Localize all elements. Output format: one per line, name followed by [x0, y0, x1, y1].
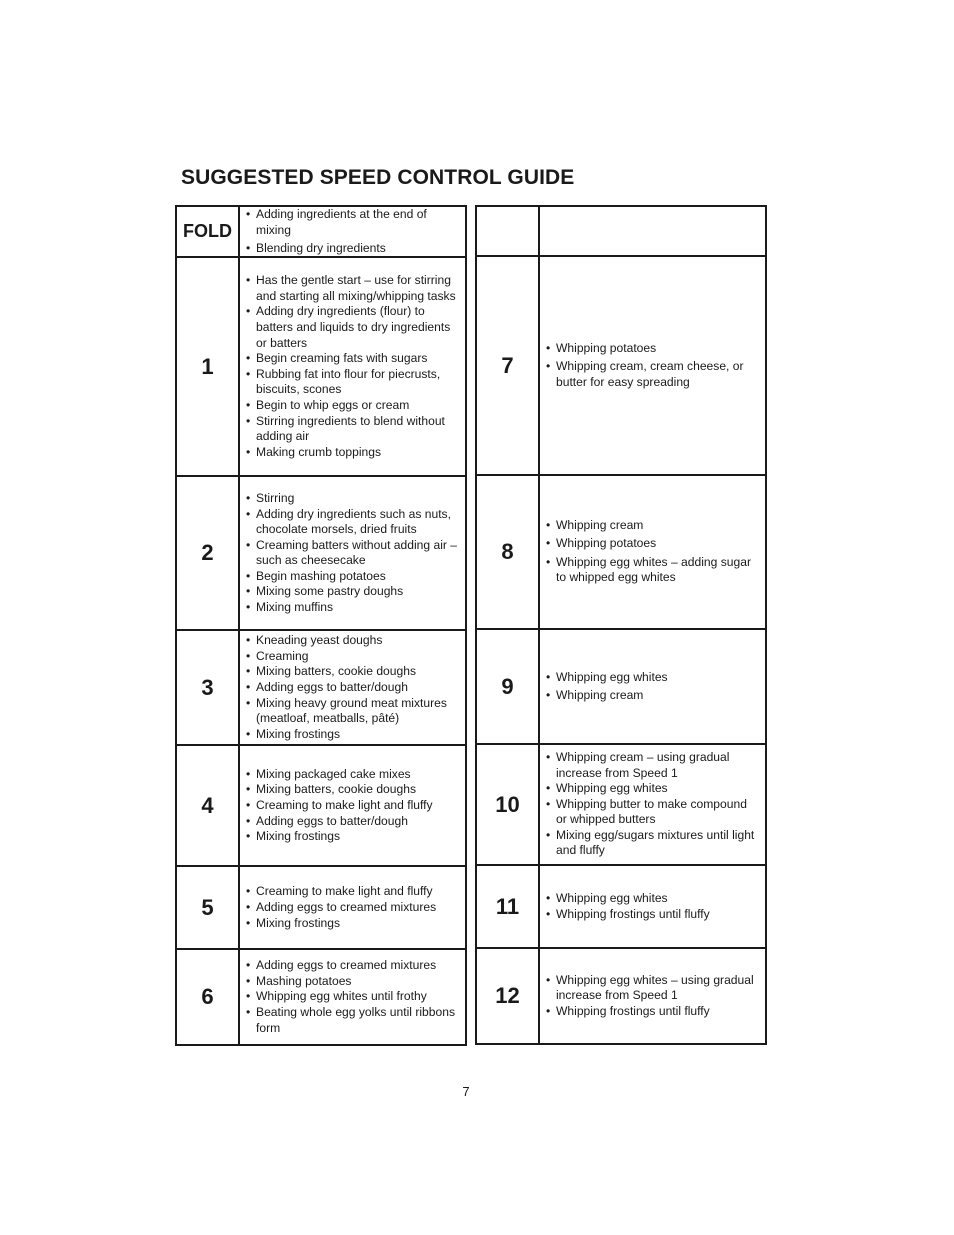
speed-setting: 4: [176, 745, 239, 866]
speed-setting: [476, 206, 539, 256]
speed-uses: [539, 865, 766, 948]
speed-uses: [239, 866, 466, 949]
speed-row: [476, 865, 766, 948]
speed-setting: 8: [476, 475, 539, 629]
use-list: [246, 491, 460, 616]
speed-setting: 12: [476, 948, 539, 1044]
list-item: • Whipping egg whites: [546, 891, 760, 907]
speed-setting: 3: [176, 630, 239, 745]
speed-guide-table-left: [175, 205, 467, 1046]
speed-row: [176, 866, 466, 949]
use-list: [246, 767, 460, 845]
speed-row: [476, 948, 766, 1044]
list-item: • Creaming to make light and fluffy: [246, 798, 460, 814]
list-item: • Whipping egg whites: [546, 670, 760, 686]
speed-setting: 10: [476, 744, 539, 865]
speed-row: [176, 630, 466, 745]
list-item: • Mixing frostings: [246, 916, 460, 932]
speed-setting: 11: [476, 865, 539, 948]
list-item: • Beating whole egg yolks until ribbons form: [246, 1005, 460, 1036]
list-item: • Stirring: [246, 491, 460, 507]
speed-uses: [239, 630, 466, 745]
page-title: SUGGESTED SPEED CONTROL GUIDE: [181, 166, 575, 189]
use-list: [246, 273, 460, 460]
use-list: [546, 891, 760, 922]
use-list: [546, 750, 760, 859]
speed-setting: 2: [176, 476, 239, 630]
list-item: • Adding eggs to creamed mixtures: [246, 900, 460, 916]
list-item: • Whipping frostings until fluffy: [546, 907, 760, 923]
list-item: • Mixing frostings: [246, 727, 460, 743]
speed-uses: [539, 206, 766, 256]
speed-row: [176, 949, 466, 1045]
speed-row: [476, 256, 766, 475]
list-item: • Creaming batters without adding air – such as cheesecake: [246, 538, 460, 569]
speed-uses: [239, 206, 466, 257]
list-item: • Adding eggs to batter/dough: [246, 814, 460, 830]
list-item: • Making crumb toppings: [246, 445, 460, 461]
list-item: • Has the gentle start – use for stirring and starting all mixing/whipping tasks: [246, 273, 460, 304]
list-item: • Mixing egg/sugars mixtures until light and fluffy: [546, 828, 760, 859]
speed-setting: FOLD: [176, 206, 239, 257]
speed-setting: 6: [176, 949, 239, 1045]
speed-row: [176, 476, 466, 630]
list-item: • Stirring ingredients to blend without adding air: [246, 414, 460, 445]
speed-row: [176, 745, 466, 866]
speed-guide-table-right: [475, 205, 767, 1045]
speed-setting: 1: [176, 257, 239, 476]
speed-row: [476, 475, 766, 629]
list-item: • Mashing potatoes: [246, 974, 460, 990]
list-item: • Whipping cream, cream cheese, or butter for easy spreading: [546, 359, 760, 390]
list-item: • Begin mashing potatoes: [246, 569, 460, 585]
speed-row: [176, 257, 466, 476]
speed-uses: [539, 256, 766, 475]
list-item: • Whipping cream: [546, 518, 760, 534]
speed-setting: 9: [476, 629, 539, 744]
list-item: • Whipping frostings until fluffy: [546, 1004, 760, 1020]
list-item: • Whipping cream – using gradual increase from Speed 1: [546, 750, 760, 781]
list-item: • Mixing heavy ground meat mixtures (meatloaf, meatballs, pâté): [246, 696, 460, 727]
list-item: • Whipping potatoes: [546, 536, 760, 552]
speed-row: [176, 206, 466, 257]
speed-uses: [539, 475, 766, 629]
speed-uses: [239, 257, 466, 476]
list-item: • Creaming: [246, 649, 460, 665]
list-item: • Rubbing fat into flour for piecrusts, biscuits, scones: [246, 367, 460, 398]
list-item: • Mixing packaged cake mixes: [246, 767, 460, 783]
list-item: • Mixing muffins: [246, 600, 460, 616]
list-item: • Mixing some pastry doughs: [246, 584, 460, 600]
speed-uses: [539, 744, 766, 865]
list-item: • Adding dry ingredients (flour) to batters and liquids to dry ingredients or batters: [246, 304, 460, 351]
speed-uses: [539, 948, 766, 1044]
list-item: • Adding eggs to creamed mixtures: [246, 958, 460, 974]
use-list: [546, 518, 760, 585]
page-number: 7: [462, 1084, 470, 1099]
speed-uses: [239, 949, 466, 1045]
list-item: • Blending dry ingredients: [246, 241, 460, 257]
use-list: [546, 670, 760, 704]
list-item: • Adding ingredients at the end of mixing: [246, 207, 460, 238]
list-item: • Whipping egg whites – adding sugar to whipped egg whites: [546, 555, 760, 586]
list-item: • Whipping egg whites: [546, 781, 760, 797]
list-item: • Adding eggs to batter/dough: [246, 680, 460, 696]
list-item: • Whipping butter to make compound or whipped butters: [546, 797, 760, 828]
list-item: • Whipping egg whites – using gradual increase from Speed 1: [546, 973, 760, 1004]
list-item: • Mixing batters, cookie doughs: [246, 664, 460, 680]
list-item: • Whipping egg whites until frothy: [246, 989, 460, 1005]
speed-setting: 7: [476, 256, 539, 475]
list-item: • Kneading yeast doughs: [246, 633, 460, 649]
list-item: • Whipping cream: [546, 688, 760, 704]
speed-uses: [539, 629, 766, 744]
use-list: [246, 884, 460, 931]
list-item: • Mixing frostings: [246, 829, 460, 845]
list-item: • Begin creaming fats with sugars: [246, 351, 460, 367]
speed-row: [476, 206, 766, 256]
use-list: [246, 633, 460, 742]
use-list: [246, 207, 460, 256]
speed-setting: 5: [176, 866, 239, 949]
use-list: [246, 958, 460, 1036]
speed-uses: [239, 476, 466, 630]
list-item: • Begin to whip eggs or cream: [246, 398, 460, 414]
speed-row: [476, 629, 766, 744]
list-item: • Mixing batters, cookie doughs: [246, 782, 460, 798]
speed-uses: [239, 745, 466, 866]
list-item: • Adding dry ingredients such as nuts, chocolate morsels, dried fruits: [246, 507, 460, 538]
use-list: [546, 973, 760, 1020]
list-item: • Creaming to make light and fluffy: [246, 884, 460, 900]
use-list: [546, 341, 760, 390]
list-item: • Whipping potatoes: [546, 341, 760, 357]
speed-row: [476, 744, 766, 865]
